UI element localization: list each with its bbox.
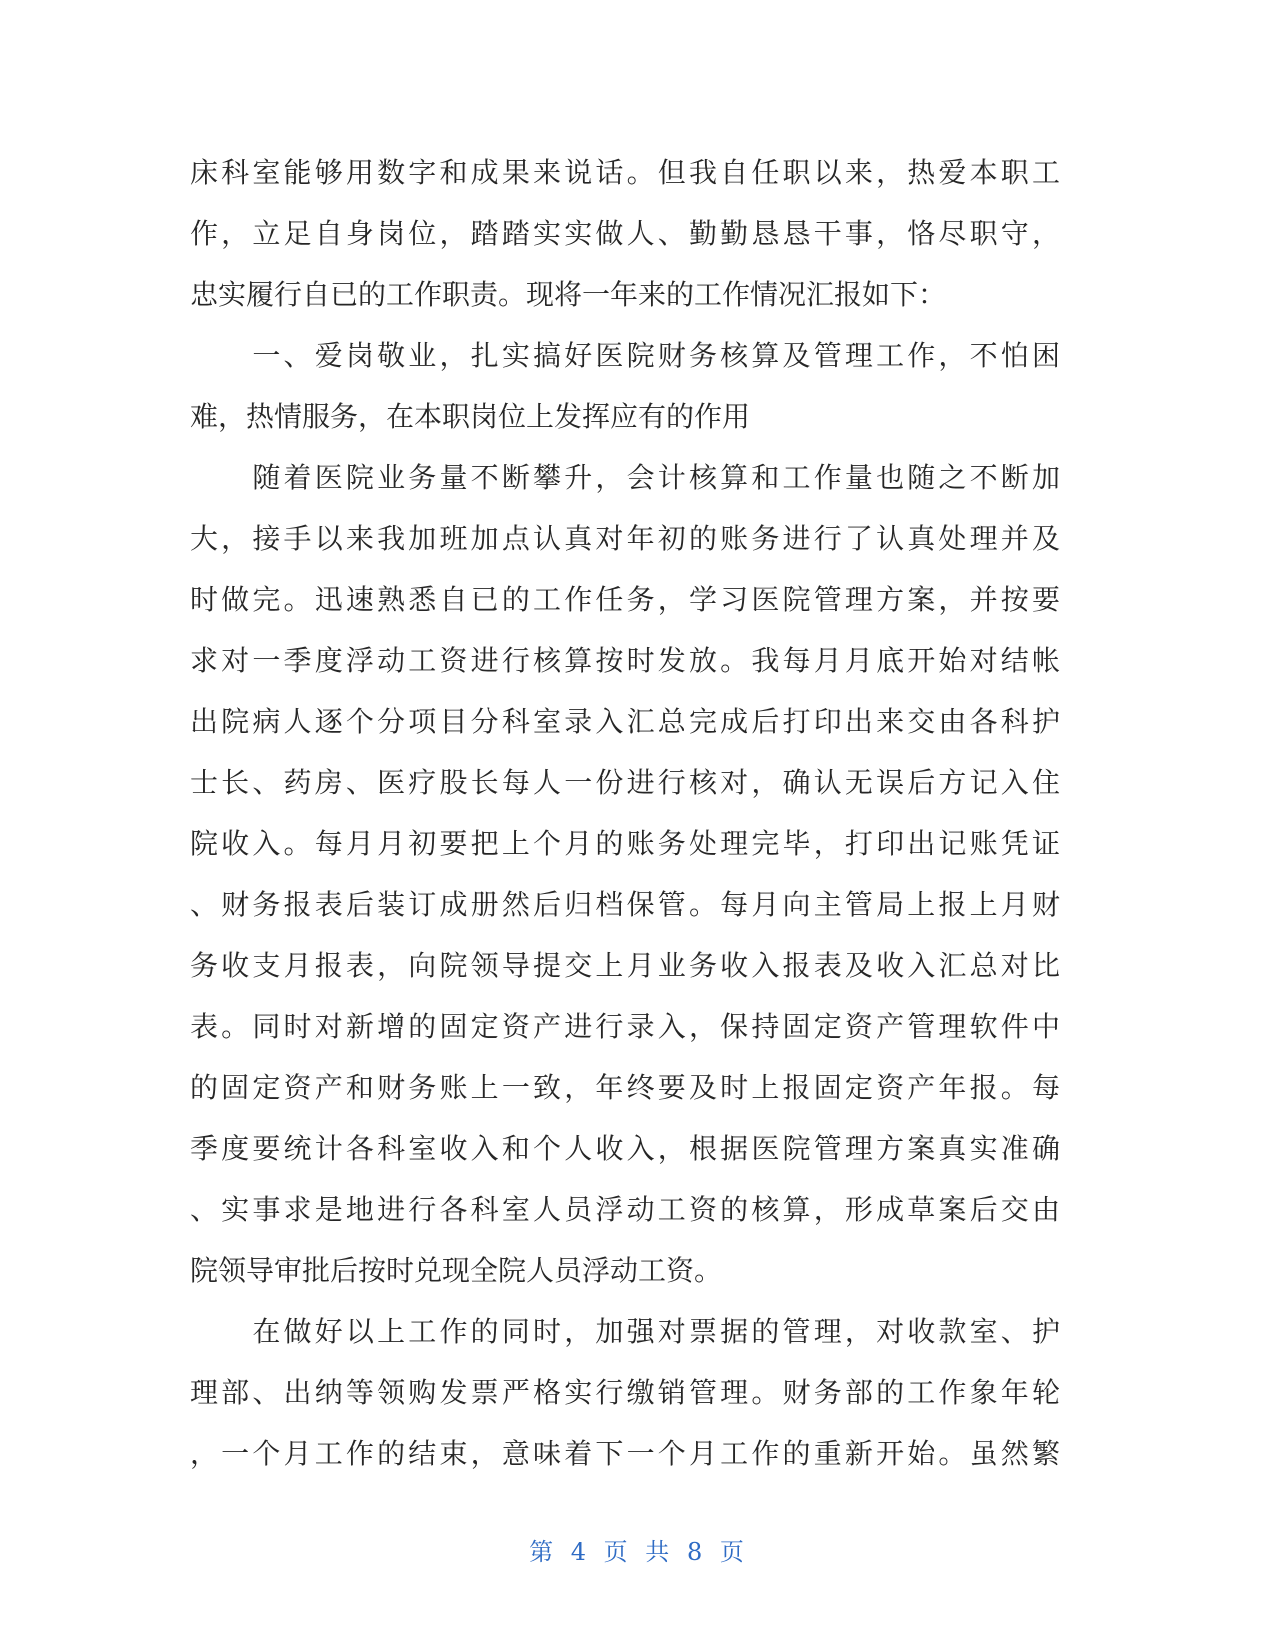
text-line: 院收入。每月月初要把上个月的账务处理完毕，打印出记账凭证 [190, 827, 1060, 860]
text-line: 作，立足自身岗位，踏踏实实做人、勤勤恳恳干事，恪尽职守， [190, 217, 1060, 250]
body-text [190, 142, 1060, 1484]
text-line: 士长、药房、医疗股长每人一份进行核对，确认无误后方记入住 [190, 766, 1060, 799]
text-line: 床科室能够用数字和成果来说话。但我自任职以来，热爱本职工 [190, 156, 1060, 189]
text-line: 在做好以上工作的同时，加强对票据的管理，对收款室、护 [190, 1315, 1060, 1348]
text-line: 大，接手以来我加班加点认真对年初的账务进行了认真处理并及 [190, 522, 1060, 555]
text-line: 、实事求是地进行各科室人员浮动工资的核算，形成草案后交由 [190, 1193, 1060, 1226]
page-number-footer: 第 4 页 共 8 页 [529, 1538, 746, 1566]
text-line: 难，热情服务，在本职岗位上发挥应有的作用 [190, 400, 751, 433]
text-line: 随着医院业务量不断攀升，会计核算和工作量也随之不断加 [190, 461, 1060, 494]
text-line: ，一个月工作的结束，意味着下一个月工作的重新开始。虽然繁 [190, 1437, 1060, 1470]
text-line: 求对一季度浮动工资进行核算按时发放。我每月月底开始对结帐 [190, 644, 1060, 677]
text-line: 、财务报表后装订成册然后归档保管。每月向主管局上报上月财 [190, 888, 1060, 921]
text-line: 忠实履行自已的工作职责。现将一年来的工作情况汇报如下： [190, 278, 947, 311]
text-line: 的固定资产和财务账上一致，年终要及时上报固定资产年报。每 [190, 1071, 1060, 1104]
text-line: 季度要统计各科室收入和个人收入，根据医院管理方案真实准确 [190, 1132, 1060, 1165]
text-line: 一、爱岗敬业，扎实搞好医院财务核算及管理工作，不怕困 [190, 339, 1060, 372]
text-line: 时做完。迅速熟悉自已的工作任务，学习医院管理方案，并按要 [190, 583, 1060, 616]
text-line: 表。同时对新增的固定资产进行录入，保持固定资产管理软件中 [190, 1010, 1060, 1043]
text-line: 院领导审批后按时兑现全院人员浮动工资。 [190, 1254, 723, 1287]
text-line: 理部、出纳等领购发票严格实行缴销管理。财务部的工作象年轮 [190, 1376, 1060, 1409]
text-line: 出院病人逐个分项目分科室录入汇总完成后打印出来交由各科护 [190, 705, 1060, 738]
text-line: 务收支月报表，向院领导提交上月业务收入报表及收入汇总对比 [190, 949, 1060, 982]
